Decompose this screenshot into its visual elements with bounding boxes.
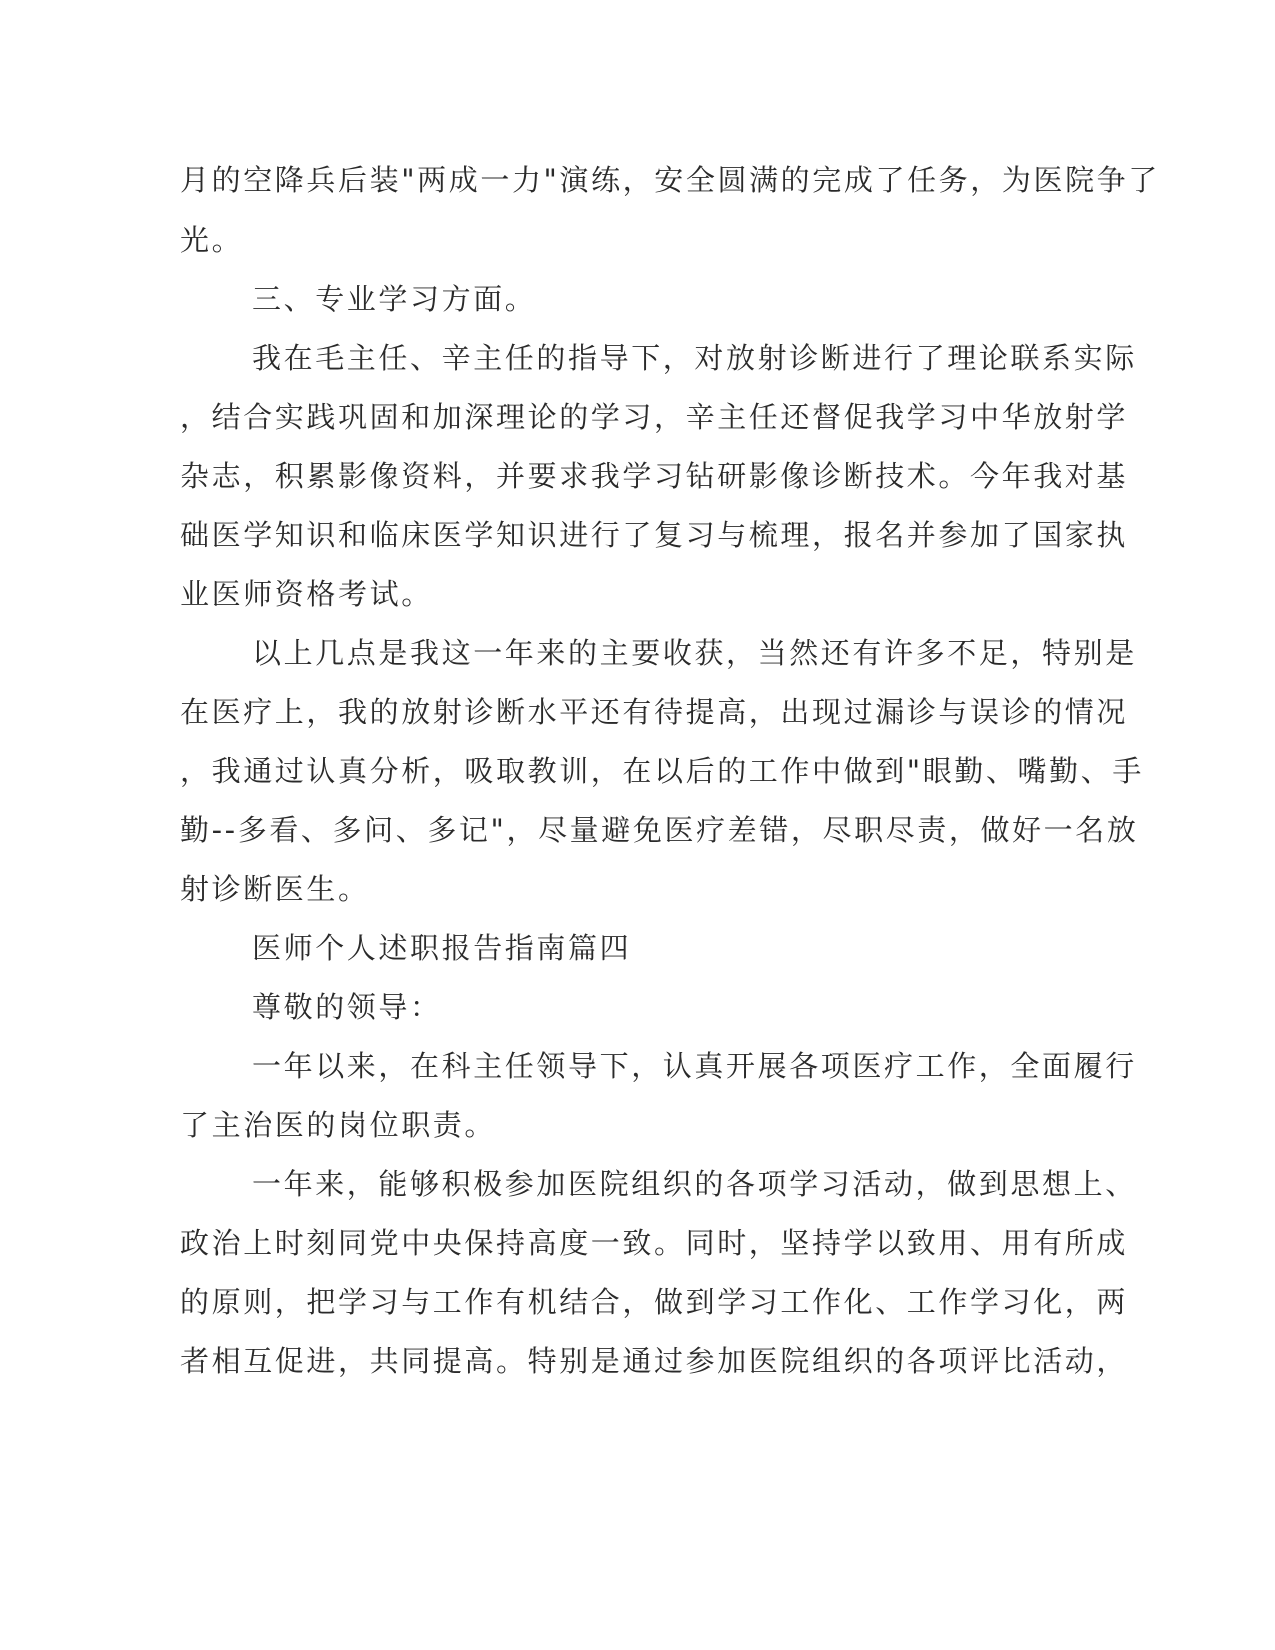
- body-text-line: 础医学知识和临床医学知识进行了复习与梳理，报名并参加了国家执: [180, 518, 1129, 552]
- section-title: 医师个人述职报告指南篇四: [252, 931, 632, 965]
- body-text-line: 在医疗上，我的放射诊断水平还有待提高，出现过漏诊与误诊的情况: [180, 695, 1129, 729]
- body-text-line: 我在毛主任、辛主任的指导下，对放射诊断进行了理论联系实际: [252, 341, 1137, 375]
- body-text-line: 业医师资格考试。: [180, 577, 433, 611]
- body-text-line: 射诊断医生。: [180, 872, 370, 906]
- section-heading: 三、专业学习方面。: [252, 282, 537, 316]
- body-text-line: 者相互促进，共同提高。特别是通过参加医院组织的各项评比活动，: [180, 1344, 1129, 1378]
- body-text-line: ，我通过认真分析，吸取教训，在以后的工作中做到"眼勤、嘴勤、手: [180, 754, 1144, 788]
- body-text-line: 政治上时刻同党中央保持高度一致。同时，坚持学以致用、用有所成: [180, 1226, 1129, 1260]
- body-text-line: 以上几点是我这一年来的主要收获，当然还有许多不足，特别是: [252, 636, 1137, 670]
- body-text-line: 一年来，能够积极参加医院组织的各项学习活动，做到思想上、: [252, 1167, 1137, 1201]
- body-text-line: 了主治医的岗位职责。: [180, 1108, 497, 1142]
- body-text-line: 的原则，把学习与工作有机结合，做到学习工作化、工作学习化，两: [180, 1285, 1129, 1319]
- body-text-line: 光。: [180, 223, 244, 257]
- body-text-line: 月的空降兵后装"两成一力"演练，安全圆满的完成了任务，为医院争了: [180, 163, 1160, 197]
- body-text-line: 杂志，积累影像资料，并要求我学习钻研影像诊断技术。今年我对基: [180, 459, 1129, 493]
- body-text-line: ，结合实践巩固和加深理论的学习，辛主任还督促我学习中华放射学: [180, 400, 1129, 434]
- body-text-line: 勤--多看、多问、多记"，尽量避免医疗差错，尽职尽责，做好一名放: [180, 813, 1139, 847]
- salutation: 尊敬的领导：: [252, 990, 442, 1024]
- body-text-line: 一年以来，在科主任领导下，认真开展各项医疗工作，全面履行: [252, 1049, 1137, 1083]
